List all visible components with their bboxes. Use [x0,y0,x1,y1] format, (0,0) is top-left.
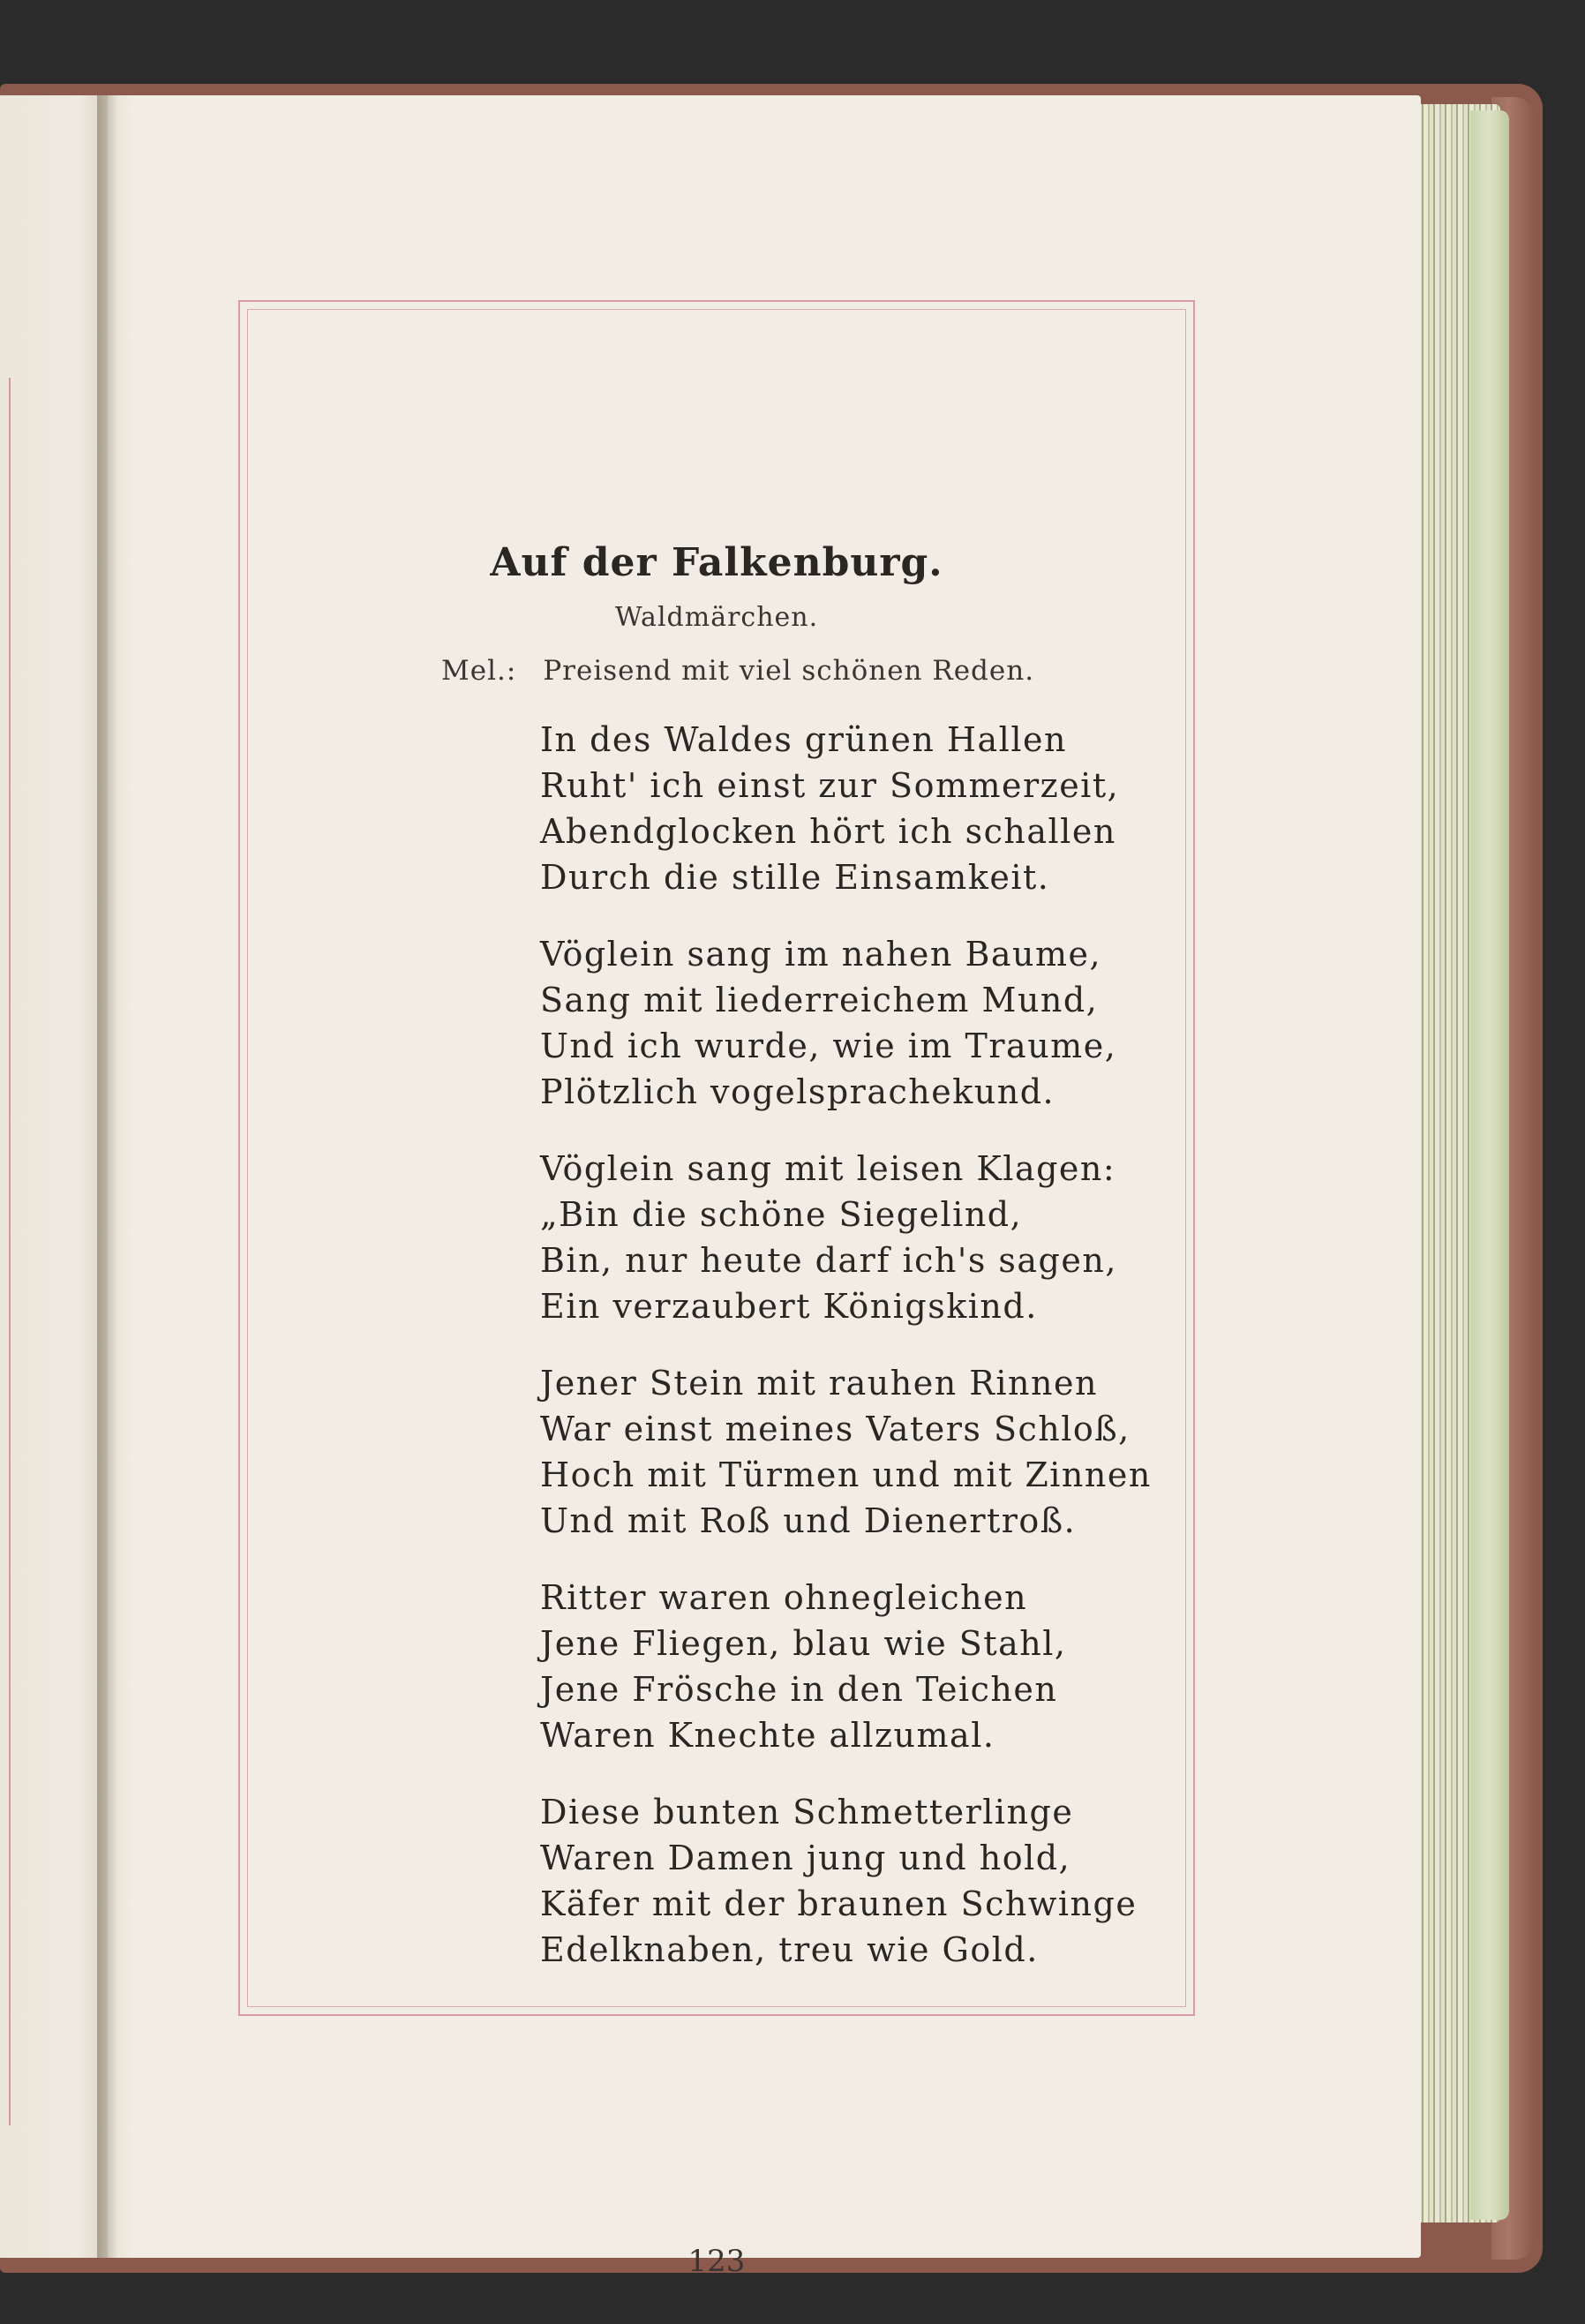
poem-line: Und mit Roß und Dienertroß. [540,1501,1077,1540]
poem-line: Jene Fliegen, blau wie Stahl, [540,1624,1067,1663]
melody-line [441,655,1034,687]
book-gutter-shadow [97,95,132,2258]
poem-line: Waren Knechte allzumal. [540,1716,995,1755]
melody-label: Mel.: [441,655,517,687]
poem-line: Vöglein sang mit leisen Klagen: [540,1149,1116,1188]
poem-line: „Bin die schöne Siegelind, [540,1195,1023,1234]
stanza [540,717,1152,900]
poem-line: Ruht' ich einst zur Sommerzeit, [540,766,1120,805]
page-block-gilt [1470,110,1509,2220]
poem-line: Käfer mit der braunen Schwinge [540,1884,1138,1923]
left-page-frame [0,378,11,2125]
book-page [108,95,1421,2279]
poem-line: Ein verzaubert Königskind. [540,1287,1038,1326]
poem-line: Durch die stille Einsamkeit. [540,858,1050,897]
left-facing-page [0,95,113,2258]
stanza [540,1575,1152,1758]
poem-line: In des Waldes grünen Hallen [540,720,1067,759]
poem-line: Hoch mit Türmen und mit Zinnen [540,1455,1152,1494]
poem-line: Bin, nur heute darf ich's sagen, [540,1241,1117,1280]
poem-line: Und ich wurde, wie im Traume, [540,1027,1117,1065]
poem-line: Edelknaben, treu wie Gold. [540,1930,1039,1969]
poem-subtitle: Waldmärchen. [614,602,819,633]
poem-line: Jener Stein mit rauhen Rinnen [540,1364,1098,1403]
poem-line: Abendglocken hört ich schallen [540,812,1116,851]
poem-line: Plötzlich vogelsprachekund. [540,1072,1055,1111]
poem-line: Diese bunten Schmetterlinge [540,1793,1074,1831]
poem-line: Waren Damen jung und hold, [540,1839,1071,1877]
page-number: 123 [687,2244,746,2279]
poem-line: Vöglein sang im nahen Baume, [540,935,1102,974]
poem-title: Auf der Falkenburg. [490,540,943,585]
melody-text: Preisend mit viel schönen Reden. [543,655,1035,687]
stanza [540,1146,1152,1329]
poem-line: Jene Frösche in den Teichen [540,1670,1058,1709]
poem-line: War einst meines Vaters Schloß, [540,1410,1131,1448]
poem-line: Ritter waren ohnegleichen [540,1578,1028,1617]
stanza [540,931,1152,1115]
poem-body [540,717,1152,2004]
poem-line: Sang mit liederreichem Mund, [540,981,1099,1019]
stanza [540,1360,1152,1544]
page-border-frame [238,300,1195,2279]
stanza [540,1789,1152,1973]
